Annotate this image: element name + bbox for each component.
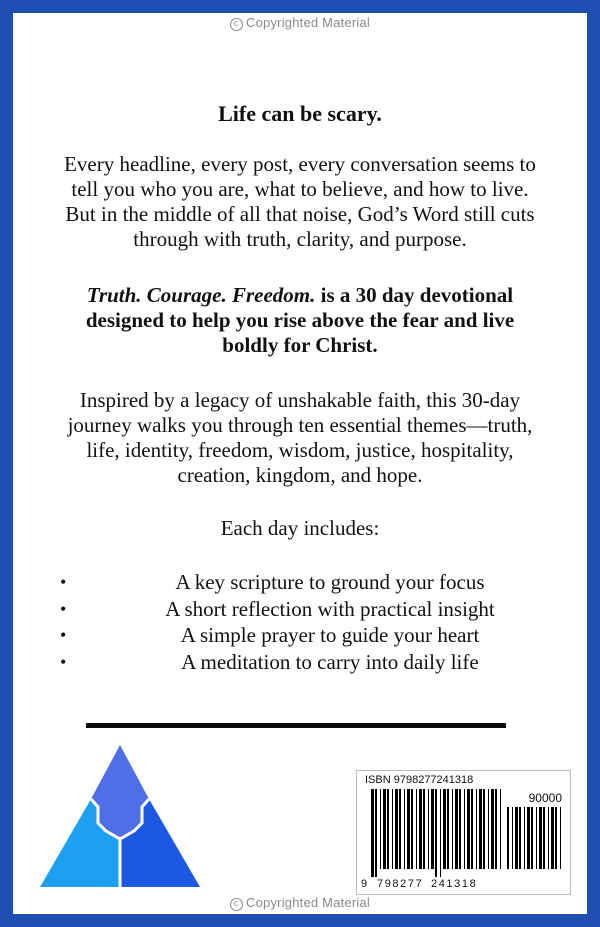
intro-paragraph (30, 152, 570, 252)
barcode-bar (423, 789, 425, 869)
barcode-bar (375, 789, 377, 877)
barcode-bar (464, 789, 465, 869)
barcode-bar (471, 789, 473, 869)
headline: Life can be scary. (218, 101, 382, 126)
barcode-bar (512, 807, 513, 869)
themes-line: Inspired by a legacy of unshakable faith, this 30-day (79, 388, 521, 412)
each-day-intro: Each day includes: (220, 516, 380, 540)
barcode-bar (531, 807, 533, 869)
isbn-barcode (356, 770, 571, 895)
barcode-bar (452, 789, 453, 869)
barcode-bar (560, 807, 561, 869)
barcode-bar (459, 789, 461, 869)
barcode-bar (380, 789, 381, 869)
barcode-bar (495, 789, 497, 869)
book-title: Truth. Courage. Freedom. (86, 283, 316, 307)
barcode-bar (428, 789, 429, 869)
barcode-bar (555, 807, 557, 869)
barcode-bar (443, 789, 446, 869)
list-item: • A key scripture to ground your focus (60, 570, 485, 594)
barcode-bar (536, 807, 537, 869)
barcode-bars (371, 789, 503, 877)
divider (86, 723, 506, 728)
barcode-bar (488, 789, 489, 869)
copyright-icon: C (230, 898, 243, 911)
list-item: • A short reflection with practical insight (60, 596, 495, 621)
barcode-bar (543, 807, 545, 869)
barcode-bar (387, 789, 389, 869)
barcode-bar (527, 807, 530, 869)
barcode-bar (392, 789, 393, 869)
barcode-digit-lead: 9 (361, 878, 369, 890)
themes-line: life, identity, freedom, wisdom, justice, hospitality, (86, 438, 514, 462)
barcode-bar (483, 789, 485, 869)
each-day-list (40, 569, 560, 675)
barcode-bar (524, 807, 525, 869)
bullet-icon: • (60, 625, 67, 645)
list-item: • A meditation to carry into daily life (60, 649, 479, 674)
copyright-icon: C (230, 18, 243, 31)
description-line: designed to help you rise above the fear and live (85, 308, 515, 332)
barcode-bar (539, 807, 542, 869)
description-line: boldly for Christ. (222, 333, 378, 357)
barcode-bar (500, 789, 501, 869)
barcode-bar (551, 807, 554, 869)
intro-line: tell you who you are, what to believe, and how to live. (71, 177, 529, 201)
copyright-watermark-bottom: C Copyrighted Material (0, 895, 600, 911)
barcode-bar (447, 789, 449, 869)
copyright-watermark-top: C Copyrighted Material (0, 15, 600, 31)
barcode-bar (476, 789, 477, 869)
barcode-bar (399, 789, 401, 869)
barcode-bar (548, 807, 549, 869)
list-item: • A simple prayer to guide your heart (60, 623, 480, 647)
barcode-bar (419, 789, 422, 869)
bullet-icon: • (60, 651, 67, 672)
devotional-description: Truth. Courage. Freedom. is a 30 day devotional designed to help you rise above the fear and live boldly for Christ. (30, 283, 570, 358)
price-code: 90000 (528, 791, 562, 805)
barcode-bar (440, 789, 441, 877)
publisher-logo (40, 745, 200, 887)
barcode-bar (507, 807, 509, 869)
themes-line: creation, kingdom, and hope. (177, 463, 423, 487)
barcode-digits-group1: 798277 (377, 878, 424, 890)
barcode-bar (435, 789, 437, 877)
barcode-bar (431, 789, 434, 869)
isbn-label: ISBN 9798277241318 (365, 774, 474, 786)
themes-paragraph (30, 388, 570, 488)
bullet-icon: • (60, 572, 67, 592)
barcode-bar (407, 789, 410, 869)
barcode-bar (519, 807, 521, 869)
barcode-bar (491, 789, 494, 869)
barcode-bar (515, 807, 518, 869)
barcode-bar (371, 789, 374, 877)
barcode-bar (411, 789, 413, 869)
barcode-bar (404, 789, 405, 869)
intro-line: Every headline, every post, every conversation seems to (64, 152, 536, 176)
barcode-bar (479, 789, 482, 869)
barcode-bar (395, 789, 398, 869)
barcode-bar (416, 789, 417, 869)
barcode-digits-group2: 241318 (431, 878, 478, 890)
barcode-addon-bars (507, 807, 563, 877)
intro-line: through with truth, clarity, and purpose. (133, 227, 467, 251)
barcode-bar (455, 789, 458, 869)
barcode-bar (383, 789, 386, 869)
barcode-bar (467, 789, 470, 869)
themes-line: journey walks you through ten essential themes—truth, (67, 413, 533, 437)
intro-line: But in the middle of all that noise, God’s Word still cuts (65, 202, 535, 226)
bullet-icon: • (60, 598, 67, 619)
